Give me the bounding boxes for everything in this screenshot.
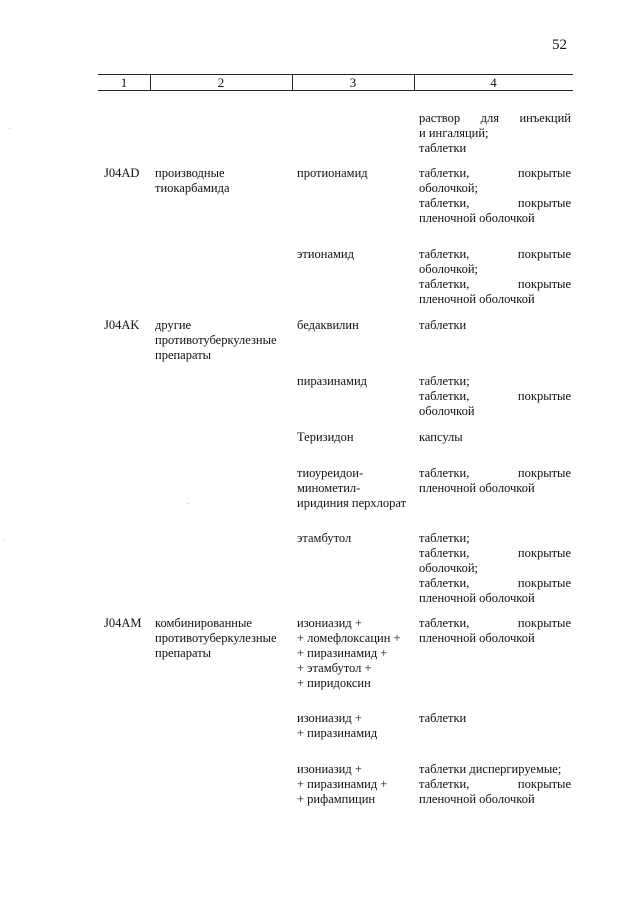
drug-line: + пиридоксин: [297, 676, 371, 690]
dosage-forms-cell: [419, 466, 571, 496]
dosage-forms-cell: [419, 531, 571, 606]
drug-line: изониазид +: [297, 616, 362, 630]
dosage-form-line: оболочкой;: [419, 561, 478, 575]
header-bottom-rule: [98, 90, 573, 91]
dosage-form-line: таблетки;: [419, 531, 470, 545]
drug-cell: [297, 430, 415, 445]
drug-line: изониазид +: [297, 762, 362, 776]
header-col-3: 3: [349, 75, 357, 90]
group-line: препараты: [155, 646, 212, 660]
group-cell: [155, 166, 290, 196]
dosage-forms-cell: [419, 430, 571, 445]
dosage-form-line: и ингаляций;: [419, 126, 489, 140]
group-line: противотуберкулезные: [155, 631, 277, 645]
drug-line: + пиразинамид +: [297, 777, 388, 791]
scan-speck: [4, 540, 5, 541]
drug-line: + ломефлоксацин +: [297, 631, 401, 645]
dosage-form-line: таблетки: [419, 711, 467, 725]
group-line: противотуберкулезные: [155, 333, 277, 347]
dosage-form-line: пленочной оболочкой: [419, 792, 535, 806]
drug-cell: [297, 466, 415, 511]
drug-cell: [297, 762, 415, 807]
dosage-forms-cell: [419, 318, 571, 333]
scan-speck: [9, 128, 10, 129]
dosage-form-line: таблетки: [419, 318, 467, 332]
page-number: 52: [552, 37, 567, 53]
atc-code: J04AK: [104, 318, 140, 332]
drug-line: пиразинамид: [297, 374, 368, 388]
drug-line: иридиния перхлорат: [297, 496, 407, 510]
drug-line: бедаквилин: [297, 318, 359, 332]
drug-cell: [297, 247, 415, 262]
header-col-4: 4: [490, 75, 497, 90]
dosage-form-line: таблетки, покрытые: [419, 616, 571, 630]
atc-code: J04AD: [104, 166, 140, 180]
dosage-form-line: таблетки, покрытые: [419, 546, 571, 560]
dosage-forms-cell: [419, 166, 571, 226]
dosage-form-line: оболочкой;: [419, 181, 478, 195]
drug-cell: [297, 616, 415, 691]
dosage-form-line: оболочкой: [419, 404, 475, 418]
dosage-form-line: таблетки;: [419, 374, 470, 388]
dosage-form-line: пленочной оболочкой: [419, 631, 535, 645]
drug-line: + этамбутол +: [297, 661, 372, 675]
drug-cell: [297, 531, 415, 546]
drug-line: Теризидон: [297, 430, 354, 444]
dosage-form-line: таблетки, покрытые: [419, 166, 571, 180]
dosage-form-line: таблетки: [419, 141, 467, 155]
drug-line: + рифампицин: [297, 792, 376, 806]
dosage-forms-cell: [419, 762, 571, 807]
dosage-forms-cell: [419, 711, 571, 726]
dosage-forms-cell: [419, 616, 571, 646]
group-line: другие: [155, 318, 192, 332]
dosage-form-line: таблетки, покрытые: [419, 466, 571, 480]
dosage-form-line: таблетки, покрытые: [419, 576, 571, 590]
group-cell: [155, 616, 290, 661]
drug-line: + пиразинамид +: [297, 646, 388, 660]
drug-line: + пиразинамид: [297, 726, 378, 740]
dosage-forms-cell: [419, 374, 571, 419]
drug-line: этамбутол: [297, 531, 352, 545]
header-col-2: 2: [217, 75, 225, 90]
dosage-form-line: пленочной оболочкой: [419, 211, 535, 225]
group-line: производные: [155, 166, 225, 180]
dosage-form-line: таблетки, покрытые: [419, 247, 571, 261]
dosage-form-line: пленочной оболочкой: [419, 591, 535, 605]
drug-cell: [297, 711, 415, 741]
drug-line: этионамид: [297, 247, 354, 261]
header-col-1: 1: [120, 75, 128, 90]
drug-line: протионамид: [297, 166, 368, 180]
drug-line: тиоуреидои-: [297, 466, 364, 480]
drug-cell: [297, 318, 415, 333]
dosage-form-line: таблетки диспергируемые;: [419, 762, 562, 776]
scan-speck: [188, 503, 189, 504]
dosage-form-line: пленочной оболочкой: [419, 481, 535, 495]
drug-line: минометил-: [297, 481, 361, 495]
drug-cell: [297, 166, 415, 181]
group-line: комбинированные: [155, 616, 252, 630]
dosage-form-line: пленочной оболочкой: [419, 292, 535, 306]
group-line: тиокарбамида: [155, 181, 230, 195]
group-cell: [155, 318, 290, 363]
dosage-form-line: таблетки, покрытые: [419, 277, 571, 291]
dosage-form-line: таблетки, покрытые: [419, 389, 571, 403]
dosage-form-line: таблетки, покрытые: [419, 196, 571, 210]
dosage-form-line: таблетки, покрытые: [419, 777, 571, 791]
drug-cell: [297, 374, 415, 389]
dosage-forms-cell: [419, 247, 571, 307]
drug-line: изониазид +: [297, 711, 362, 725]
dosage-forms-cell: [419, 111, 571, 156]
group-line: препараты: [155, 348, 212, 362]
dosage-form-line: капсулы: [419, 430, 463, 444]
atc-code: J04AM: [104, 616, 142, 630]
dosage-form-line: оболочкой;: [419, 262, 478, 276]
dosage-form-line: раствор для инъекций: [419, 111, 571, 125]
